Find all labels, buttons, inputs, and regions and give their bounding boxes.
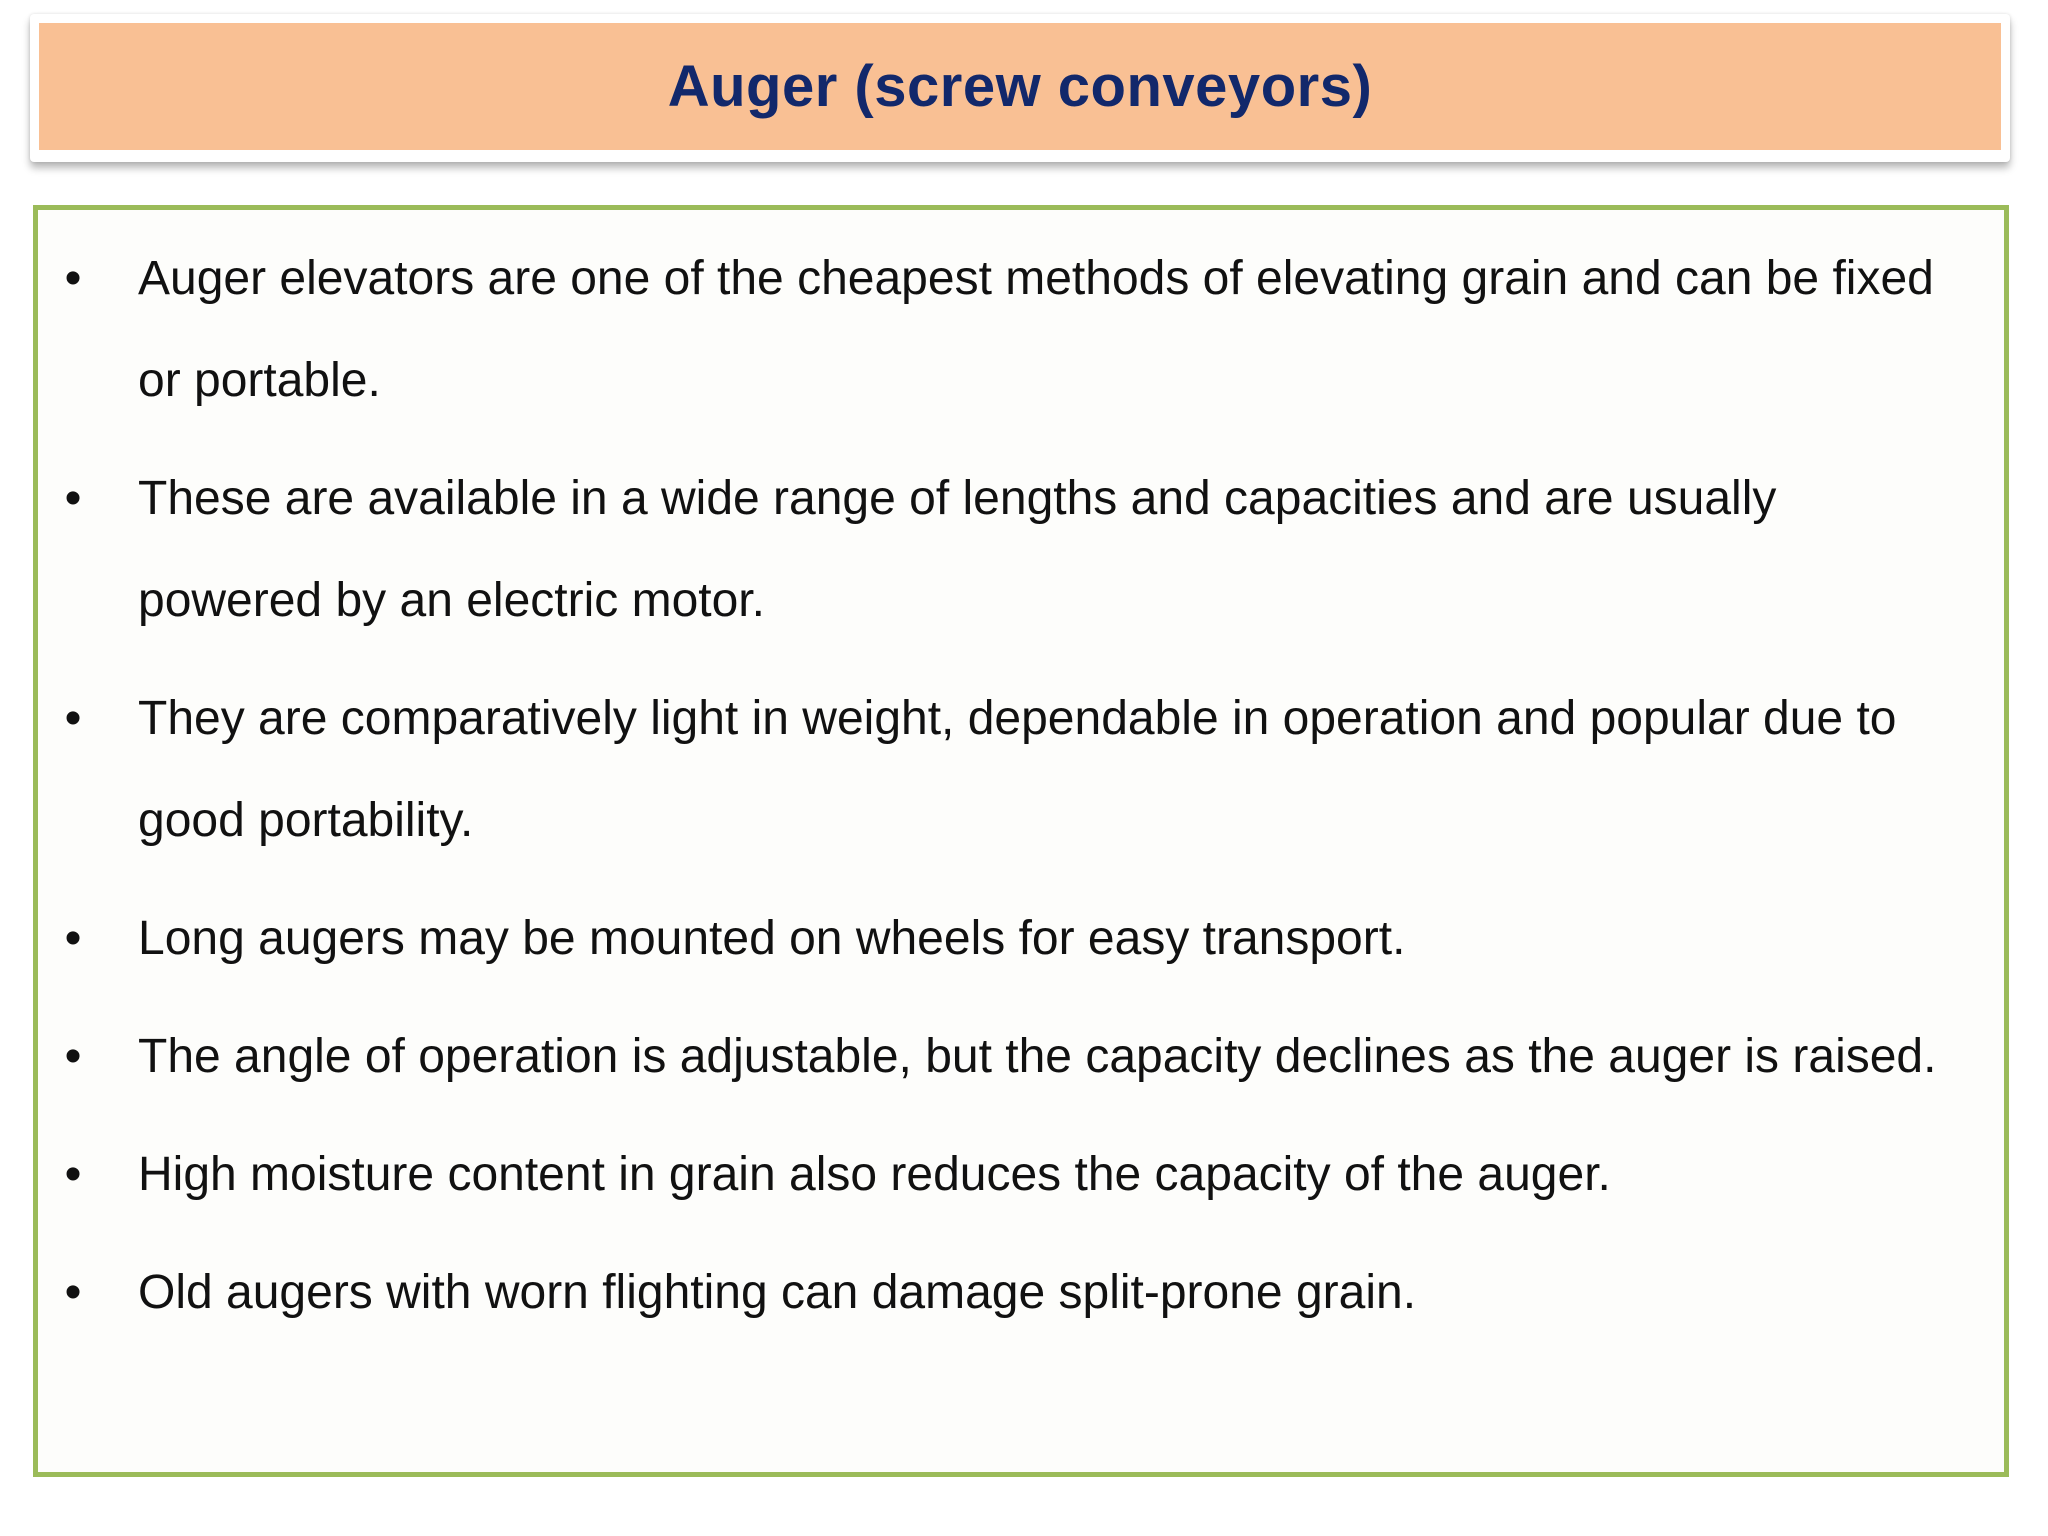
bullet-dot-icon: • <box>64 1030 82 1083</box>
bullet-dot-icon: • <box>64 1148 82 1201</box>
slide-title: Auger (screw conveyors) <box>667 54 1373 119</box>
bullet-item <box>38 1242 2004 1344</box>
bullet-item <box>38 668 2004 872</box>
bullet-dot-icon: • <box>64 1266 82 1319</box>
bullet-text: They are comparatively light in weight, dependable in operation and popular due to good portability. <box>138 692 1897 847</box>
bullet-dot-icon: • <box>64 912 82 965</box>
bullet-list <box>38 228 2004 1360</box>
bullet-dot-icon: • <box>64 692 82 745</box>
bullet-text: Long augers may be mounted on wheels for easy transport. <box>138 912 1406 965</box>
bullet-item <box>38 448 2004 652</box>
bullet-text: Auger elevators are one of the cheapest methods of elevating grain and can be fixed or portable. <box>138 252 1934 407</box>
bullet-item <box>38 1124 2004 1226</box>
bullet-item <box>38 888 2004 990</box>
title-banner <box>30 14 2010 162</box>
bullet-dot-icon: • <box>64 472 82 525</box>
bullet-text: High moisture content in grain also reduces the capacity of the auger. <box>138 1148 1611 1201</box>
bullet-text: Old augers with worn flighting can damage split-prone grain. <box>138 1266 1417 1319</box>
bullet-item <box>38 228 2004 432</box>
content-panel <box>33 205 2009 1477</box>
bullet-text: The angle of operation is adjustable, but the capacity declines as the auger is raised. <box>138 1030 1937 1083</box>
title-banner-fill <box>39 23 2001 150</box>
bullet-text: These are available in a wide range of lengths and capacities and are usually powered by an electric motor. <box>138 472 1777 627</box>
bullet-item <box>38 1006 2004 1108</box>
bullet-dot-icon: • <box>64 252 82 305</box>
